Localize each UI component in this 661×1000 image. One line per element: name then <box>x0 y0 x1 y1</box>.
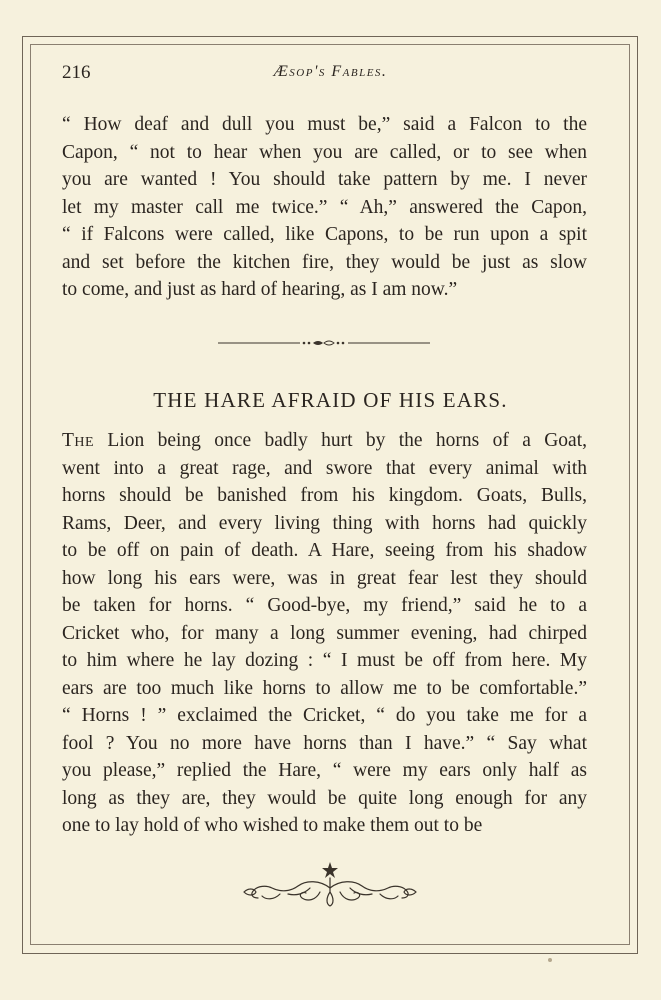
ornamental-rule-icon <box>218 338 430 348</box>
text-line: “ How deaf and dull you must be,” said a Falcon to the <box>62 114 587 135</box>
opening-word: The <box>62 430 95 451</box>
text-line: you are wanted ! You should take pattern by me. I never <box>62 169 587 190</box>
text-line: how long his ears were, was in great fear lest they should <box>62 567 587 589</box>
paper-speck <box>548 958 552 962</box>
text-line: let my master call me twice.” “ Ah,” answered the Capon, <box>62 196 587 218</box>
fable-hare-text <box>62 427 587 840</box>
page-number: 216 <box>62 62 91 83</box>
text-line: long as they are, they would be quite long enough for any <box>62 787 587 809</box>
text-line: ears are too much like horns to allow me to be comfortable.” <box>62 677 587 699</box>
text-line: be taken for horns. “ Good-bye, my friend,” said he to a <box>62 595 587 616</box>
text-line: Cricket who, for many a long summer evening, had chirped <box>62 622 587 644</box>
text-line: to him where he lay dozing : “ I must be off from here. My <box>62 650 587 671</box>
text-line: Capon, “ not to hear when you are called, or to see when <box>62 141 587 163</box>
text-line: to come, and just as hard of hearing, as I am now.” <box>62 279 458 300</box>
page-header <box>0 60 661 86</box>
running-title: Æsop's Fables. <box>273 63 388 80</box>
fable-capon-text <box>62 111 587 304</box>
text-line: “ if Falcons were called, like Capons, to be run upon a spit <box>62 224 587 245</box>
floral-scroll-icon <box>240 858 420 910</box>
text-line: “ Horns ! ” exclaimed the Cricket, “ do you take me for a <box>62 705 587 726</box>
text-line: to be off on pain of death. A Hare, seeing from his shadow <box>62 540 587 561</box>
text-line: and set before the kitchen fire, they would be just as slow <box>62 251 587 273</box>
text-line-rest: Lion being once badly hurt by the horns of a Goat, <box>94 430 587 451</box>
text-line: horns should be banished from his kingdom. Goats, Bulls, <box>62 485 587 506</box>
fable-title: THE HARE AFRAID OF HIS EARS. <box>153 388 508 412</box>
text-line: fool ? You no more have horns than I have.” “ Say what <box>62 732 587 754</box>
text-line: went into a great rage, and swore that every animal with <box>62 457 587 479</box>
text-line: one to lay hold of who wished to make them out to be <box>62 815 483 836</box>
text-line: you please,” replied the Hare, “ were my ears only half as <box>62 760 587 781</box>
text-line: Rams, Deer, and every living thing with horns had quickly <box>62 512 587 534</box>
text-line <box>62 427 587 455</box>
